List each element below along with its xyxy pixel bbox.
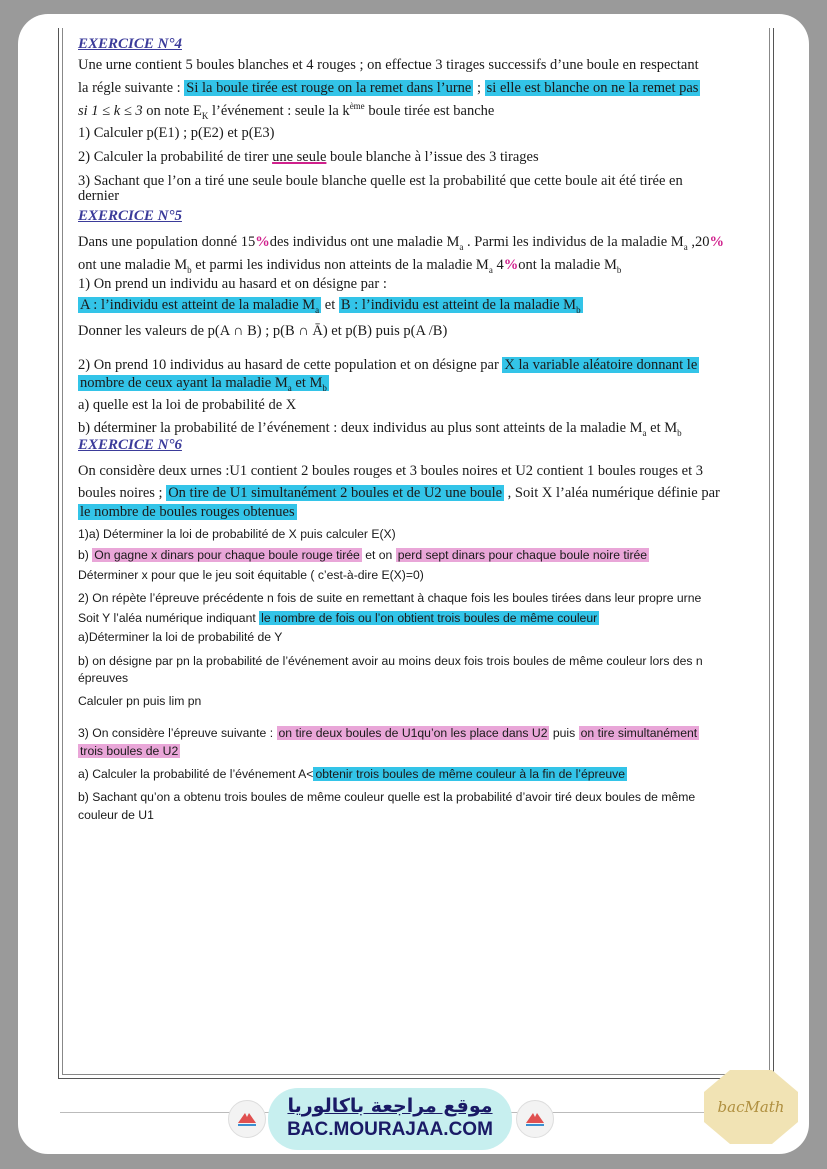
ex6-question-1b: b) On gagne x dinars pour chaque boule rouge tirée et on perd sept dinars pour chaque boule noire tirée: [78, 548, 648, 562]
exercise-5-title: EXERCICE N°5: [78, 208, 182, 224]
site-banner[interactable]: [268, 1088, 512, 1150]
ex6-question-3b: b) Sachant qu’on a obtenu trois boules de même couleur quelle est la probabilité d’avoir tiré deux boules de même: [78, 790, 696, 804]
ex6-question-2b-cont: épreuves: [78, 671, 129, 685]
bacmath-badge: [702, 1068, 800, 1146]
ex5-line-2: ont une maladie $M_b$ et parmi les individus non atteints de la maladie $M_a$ 4%ont la maladie $M_b$: [78, 257, 622, 275]
ex4-line-3: si 1 ≤ k ≤ 3 on note $E_K$ l’événement : seule la $k^{ème}$ boule tirée est banche: [78, 101, 495, 121]
ex5-question-2a: a) quelle est la loi de probabilité de X: [78, 397, 297, 413]
ex6-question-1b-cont: Déterminer x pour que le jeu soit équitable ( c’est-à-dire E(X)=0): [78, 568, 424, 582]
ex5-question-2b: b) déterminer la probabilité de l’événement : deux individus au plus sont atteints de la maladie $M_a$ et $M_b$: [78, 420, 682, 438]
ex6-question-2-cont: Soit Y l’aléa numérique indiquant le nombre de fois ou l’on obtient trois boules de même couleur: [78, 611, 598, 625]
ex6-line-3: le nombre de boules rouges obtenues: [80, 504, 295, 520]
ex5-definitions: A : l’individu est atteint de la maladie $M_a$ et B : l’individu est atteint de la maladie $M_b$: [80, 297, 581, 315]
site-url-link[interactable]: BAC.MOURAJAA.COM: [287, 1119, 493, 1140]
ex5-question-1: 1) On prend un individu au hasard et on désigne par :: [78, 276, 387, 292]
ex6-question-2b: b) on désigne par pn la probabilité de l’événement avoir au moins deux fois trois boules de même couleur lors des n: [78, 654, 703, 668]
ex6-question-3-cont: trois boules de U2: [80, 744, 179, 758]
exercise-6-title: EXERCICE N°6: [78, 437, 182, 453]
ex6-line-1: On considère deux urnes :U1 contient 2 boules rouges et 3 boules noires et U2 contient 1 boules rouges et 3: [78, 463, 703, 479]
ex4-question-1: 1) Calculer p(E1) ; p(E2) et p(E3): [78, 125, 275, 141]
bacmath-label: bacMath: [717, 1098, 785, 1116]
ex4-line-2: la régle suivante : Si la boule tirée est rouge on la remet dans l’urne ; si elle est blanche on ne la remet pas: [78, 80, 699, 96]
ex6-question-1a: 1)a) Déterminer la loi de probabilité de X puis calculer E(X): [78, 527, 396, 541]
ex5-line-1: Dans une population donné 15%des individus ont une maladie $M_a$ . Parmi les individus de la maladie $M_a$ ,20%: [78, 234, 724, 252]
ex6-question-2a: a)Déterminer la loi de probabilité de Y: [78, 630, 283, 644]
ex5-give-values: Donner les valeurs de p(A ∩ B) ; p(B ∩ Ā) et p(B) puis p(A /B): [78, 323, 448, 339]
ex6-question-2: 2) On répète l’épreuve précédente n fois de suite en remettant à chaque fois les boules tirées dans leur propre urne: [78, 591, 702, 605]
ex4-question-3-cont: dernier: [78, 188, 120, 204]
ex4-question-3: 3) Sachant que l’on a tiré une seule boule blanche quelle est la probabilité que cette boule ait été tirée en: [78, 173, 683, 189]
ex6-question-3a: a) Calculer la probabilité de l’événement A< obtenir trois boules de même couleur à la fin de l’épreuve: [78, 767, 626, 781]
site-name-arabic: موقع مراجعة باكالوريا: [287, 1095, 493, 1117]
ex5-question-2-cont: nombre de ceux ayant la maladie $M_a$ et $M_b$: [80, 375, 327, 393]
site-logo-right-icon: [516, 1100, 554, 1138]
ex5-question-2: 2) On prend 10 individus au hasard de cette population et on désigne par X la variable aléatoire donnant le: [78, 357, 698, 373]
site-logo-left-icon: [228, 1100, 266, 1138]
exercise-4-title: EXERCICE N°4: [78, 36, 182, 52]
ex6-line-2: boules noires ; On tire de U1 simultanément 2 boules et de U2 une boule , Soit X l’aléa numérique définie par: [78, 485, 720, 501]
ex6-question-3b-cont: couleur de U1: [78, 808, 154, 822]
ex6-question-2c: Calculer pn puis lim pn: [78, 694, 202, 708]
ex6-question-3: 3) On considère l’épreuve suivante : on tire deux boules de U1qu’on les place dans U2 puis on tire simultanément: [78, 726, 698, 740]
ex4-question-2: 2) Calculer la probabilité de tirer une seule boule blanche à l’issue des 3 tirages: [78, 149, 539, 165]
ex4-line-1: Une urne contient 5 boules blanches et 4 rouges ; on effectue 3 tirages successifs d’une boule en respectant: [78, 57, 699, 73]
